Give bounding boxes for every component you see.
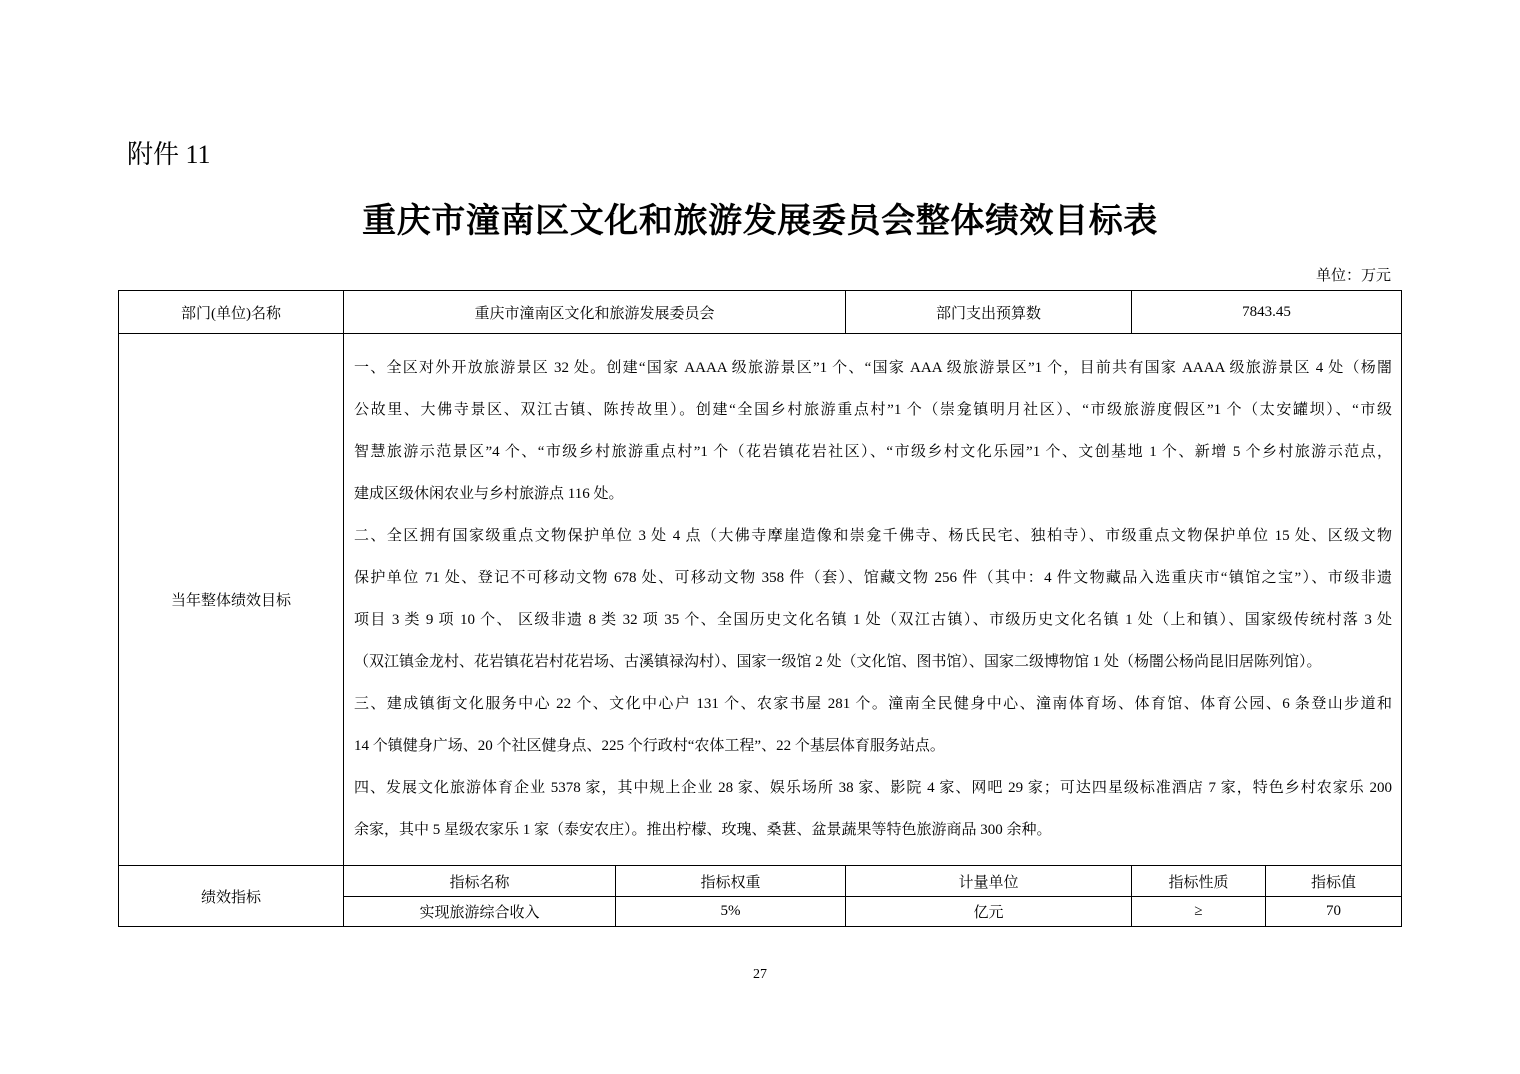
header-indicator-weight: 指标权重 <box>616 866 846 897</box>
goal-text-line: 保护单位 71 处、登记不可移动文物 678 处、可移动文物 358 件（套）、馆藏文物 256 件（其中：4 件文物藏品入选重庆市“镇馆之宝”）、市级非遗 <box>354 570 1393 586</box>
budget-value: 7843.45 <box>1132 291 1402 334</box>
dept-name-value: 重庆市潼南区文化和旅游发展委员会 <box>344 291 846 334</box>
goal-text-line: 智慧旅游示范景区”4 个、“市级乡村旅游重点村”1 个（花岩镇花岩社区）、“市级乡村文化乐园”1 个、文创基地 1 个、新增 5 个乡村旅游示范点， <box>354 444 1393 460</box>
header-indicator-value: 指标值 <box>1266 866 1402 897</box>
unit-label: 单位：万元 <box>1315 268 1391 284</box>
header-measure-unit: 计量单位 <box>846 866 1132 897</box>
indicator-value: 70 <box>1266 897 1402 927</box>
performance-goal-table <box>118 290 1402 927</box>
table-row-goal <box>119 334 1402 866</box>
document-title: 重庆市潼南区文化和旅游发展委员会整体绩效目标表 <box>362 203 1158 240</box>
table-row-department <box>119 291 1402 334</box>
goal-text-line: 建成区级休闲农业与乡村旅游点 116 处。 <box>354 486 624 502</box>
attachment-label: 附件 11 <box>127 140 211 169</box>
goal-text-line: 14 个镇健身广场、20 个社区健身点、225 个行政村“农体工程”、22 个基层体育服务站点。 <box>354 738 945 754</box>
table-row-indicator-headers <box>119 866 1402 897</box>
goal-text-line: 四、发展文化旅游体育企业 5378 家，其中规上企业 28 家、娱乐场所 38 家、影院 4 家、网吧 29 家；可达四星级标准酒店 7 家，特色乡村农家乐 200 <box>354 780 1393 796</box>
indicator-label: 绩效指标 <box>119 866 344 927</box>
goal-text-line: 余家，其中 5 星级农家乐 1 家（泰安农庄）。推出柠檬、玫瑰、桑葚、盆景蔬果等特色旅游商品 300 余种。 <box>354 822 1052 838</box>
indicator-nature: ≥ <box>1132 897 1266 927</box>
measure-unit: 亿元 <box>846 897 1132 927</box>
goal-paragraph <box>354 347 1392 515</box>
dept-name-label: 部门(单位)名称 <box>119 291 344 334</box>
budget-label: 部门支出预算数 <box>846 291 1132 334</box>
goal-label: 当年整体绩效目标 <box>119 334 344 866</box>
goal-text-line: 项目 3 类 9 项 10 个、 区级非遗 8 类 32 项 35 个、全国历史文化名镇 1 处（双江古镇）、市级历史文化名镇 1 处（上和镇）、国家级传统村落 3 处 <box>354 612 1393 628</box>
indicator-name: 实现旅游综合收入 <box>344 897 616 927</box>
page-number: 27 <box>753 967 767 982</box>
goal-content <box>344 334 1402 866</box>
goal-text-line: （双江镇金龙村、花岩镇花岩村花岩场、古溪镇禄沟村）、国家一级馆 2 处（文化馆、图书馆）、国家二级博物馆 1 处（杨闇公杨尚昆旧居陈列馆）。 <box>354 654 1322 670</box>
goal-text-line: 三、建成镇街文化服务中心 22 个、文化中心户 131 个、农家书屋 281 个。潼南全民健身中心、潼南体育场、体育馆、体育公园、6 条登山步道和 <box>354 696 1393 712</box>
goal-text-line: 二、全区拥有国家级重点文物保护单位 3 处 4 点（大佛寺摩崖造像和崇龛千佛寺、杨氏民宅、独柏寺）、市级重点文物保护单位 15 处、区级文物 <box>354 528 1393 544</box>
goal-paragraph <box>354 515 1392 683</box>
indicator-weight: 5% <box>616 897 846 927</box>
goal-paragraph <box>354 767 1392 851</box>
header-indicator-name: 指标名称 <box>344 866 616 897</box>
goal-text-line: 公故里、大佛寺景区、双江古镇、陈抟故里）。创建“全国乡村旅游重点村”1 个（崇龛镇明月社区）、“市级旅游度假区”1 个（太安罐坝）、“市级 <box>354 402 1393 418</box>
goal-text-line: 一、全区对外开放旅游景区 32 处。创建“国家 AAAA 级旅游景区”1 个、“国家 AAA 级旅游景区”1 个，目前共有国家 AAAA 级旅游景区 4 处（杨闇 <box>354 360 1393 376</box>
header-indicator-nature: 指标性质 <box>1132 866 1266 897</box>
goal-paragraph <box>354 683 1392 767</box>
